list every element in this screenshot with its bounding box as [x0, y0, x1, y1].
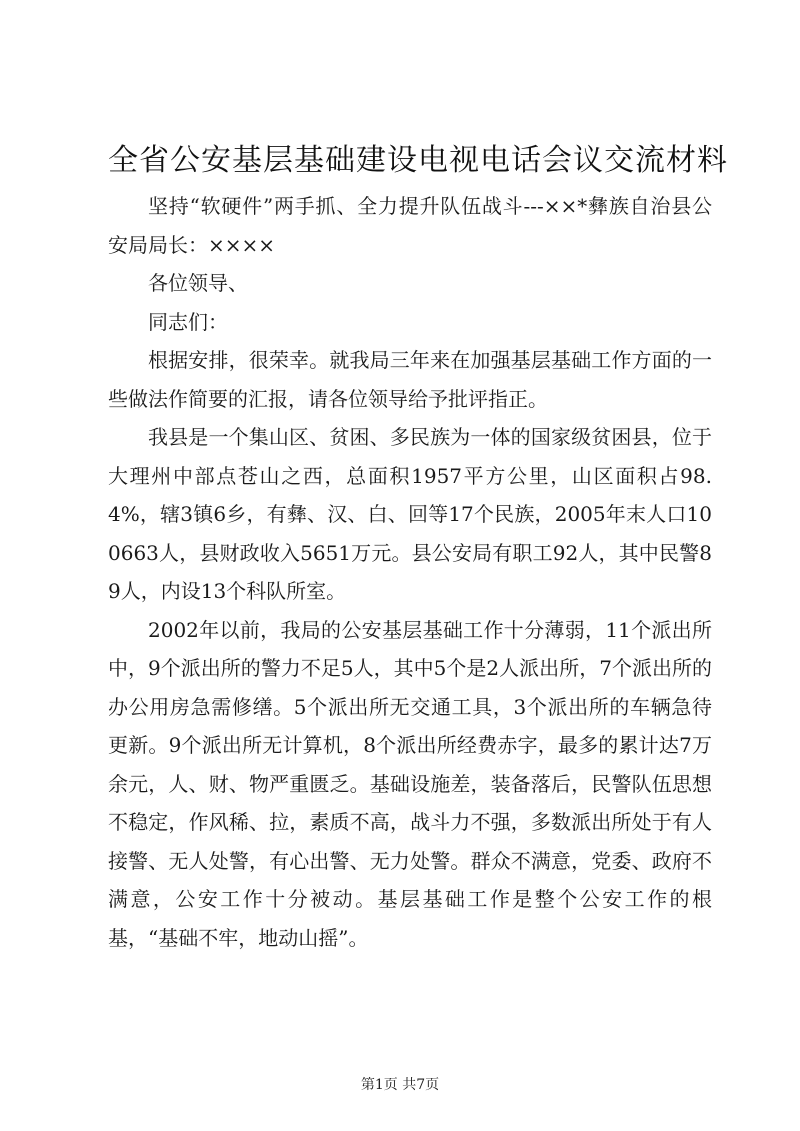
document-body — [108, 187, 712, 957]
paragraph-introduction: 根据安排，很荣幸。就我局三年来在加强基层基础工作方面的一些做法作简要的汇报，请各位领导给予批评指正。 — [108, 348, 712, 411]
paragraph-subtitle: 坚持“软硬件”两手抓、全力提升队伍战斗---××*彝族自治县公安局局长：×××× — [108, 194, 712, 257]
page-number-footer: 第1页 共7页 — [360, 1077, 440, 1093]
paragraph-salutation-comrades: 同志们： — [148, 309, 228, 334]
document-title: 全省公安基层基础建设电视电话会议交流材料 — [108, 143, 728, 178]
paragraph-salutation-leaders: 各位领导、 — [148, 271, 248, 295]
paragraph-county-overview: 我县是一个集山区、贫困、多民族为一体的国家级贫困县，位于大理州中部点苍山之西，总面积1957平方公里，山区面积占98.4%，辖3镇6乡，有彝、汉、白、回等17个民族，2005年末人口100663人，县财政收入5651万元。县公安局有职工92人，其中民警89人，内设13个科队所室。 — [108, 425, 712, 603]
paragraph-pre-2002-situation: 2002年以前，我局的公安基层基础工作十分薄弱，11个派出所中，9个派出所的警力不足5人，其中5个是2人派出所，7个派出所的办公用房急需修缮。5个派出所无交通工具，3个派出所的车辆急待更新。9个派出所无计算机，8个派出所经费赤字，最多的累计达7万余元，人、财、物严重匮乏。基础设施差，装备落后，民警队伍思想不稳定，作风稀、拉，素质不高，战斗力不强，多数派出所处于有人接警、无人处警，有心出警、无力处警。群众不满意，党委、政府不满意，公安工作十分被动。基层基础工作是整个公安工作的根基，“基础不牢，地动山摇”。 — [108, 617, 712, 950]
